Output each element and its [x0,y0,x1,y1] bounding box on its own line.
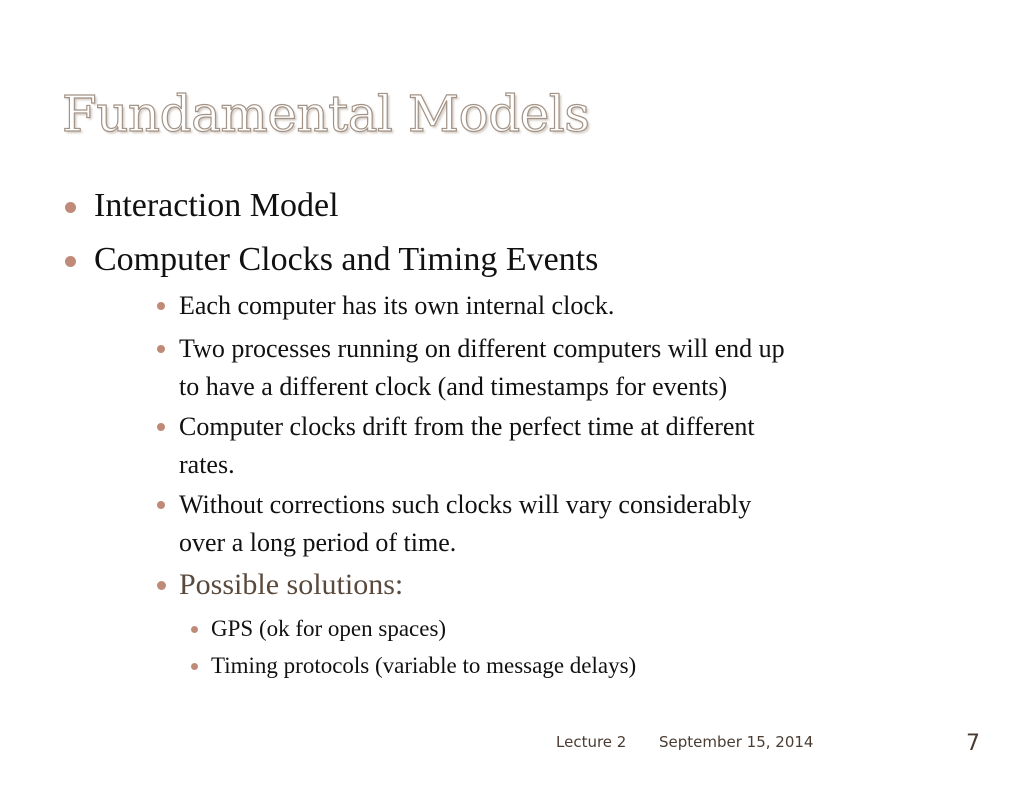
sub-bullet-line: Possible solutions: [179,568,404,601]
slide-title: Fundamental Models [62,85,590,143]
bullet-dot-icon [65,256,76,267]
sub-bullet-line: Two processes running on different computers will end up [179,334,785,363]
sub-bullet-line: Computer clocks drift from the perfect time at different [179,412,755,441]
sub-bullet-two-processes [179,330,785,406]
page-number: 7 [966,731,980,756]
bullet-dot-icon [157,345,165,353]
sub-sub-bullet-text: GPS (ok for open spaces) [211,616,447,641]
footer-date: September 15, 2014 [659,733,814,751]
bullet-dot-icon [65,202,76,213]
sub-sub-bullet-text: Timing protocols (variable to message delays) [211,653,637,678]
sub-bullet-line: Each computer has its own internal clock. [179,291,615,320]
bullet-dot-icon [157,302,165,310]
sub-bullet-internal-clock [179,287,614,325]
sub-bullet-line: to have a different clock (and timestamps for events) [179,372,728,401]
sub-bullet-without-corrections [179,486,751,562]
bullet-text: Computer Clocks and Timing Events [94,241,599,278]
bullet-dot-icon [157,423,165,431]
bullet-computer-clocks [94,240,598,280]
bullet-text: Interaction Model [94,187,339,224]
bullet-dot-icon [191,626,198,633]
bullet-interaction-model [94,186,339,226]
sub-sub-bullet-gps [211,612,446,646]
bullet-dot-icon [191,663,198,670]
bullet-dot-icon [157,581,166,590]
sub-bullet-clock-drift [179,408,755,484]
sub-bullet-line: rates. [179,450,235,479]
sub-bullet-line: over a long period of time. [179,528,457,557]
sub-bullet-line: Without corrections such clocks will vary considerably [179,490,752,519]
bullet-dot-icon [157,501,165,509]
footer-lecture: Lecture 2 [556,733,627,751]
sub-sub-bullet-timing-protocols [211,649,636,683]
sub-bullet-possible-solutions [179,566,403,604]
